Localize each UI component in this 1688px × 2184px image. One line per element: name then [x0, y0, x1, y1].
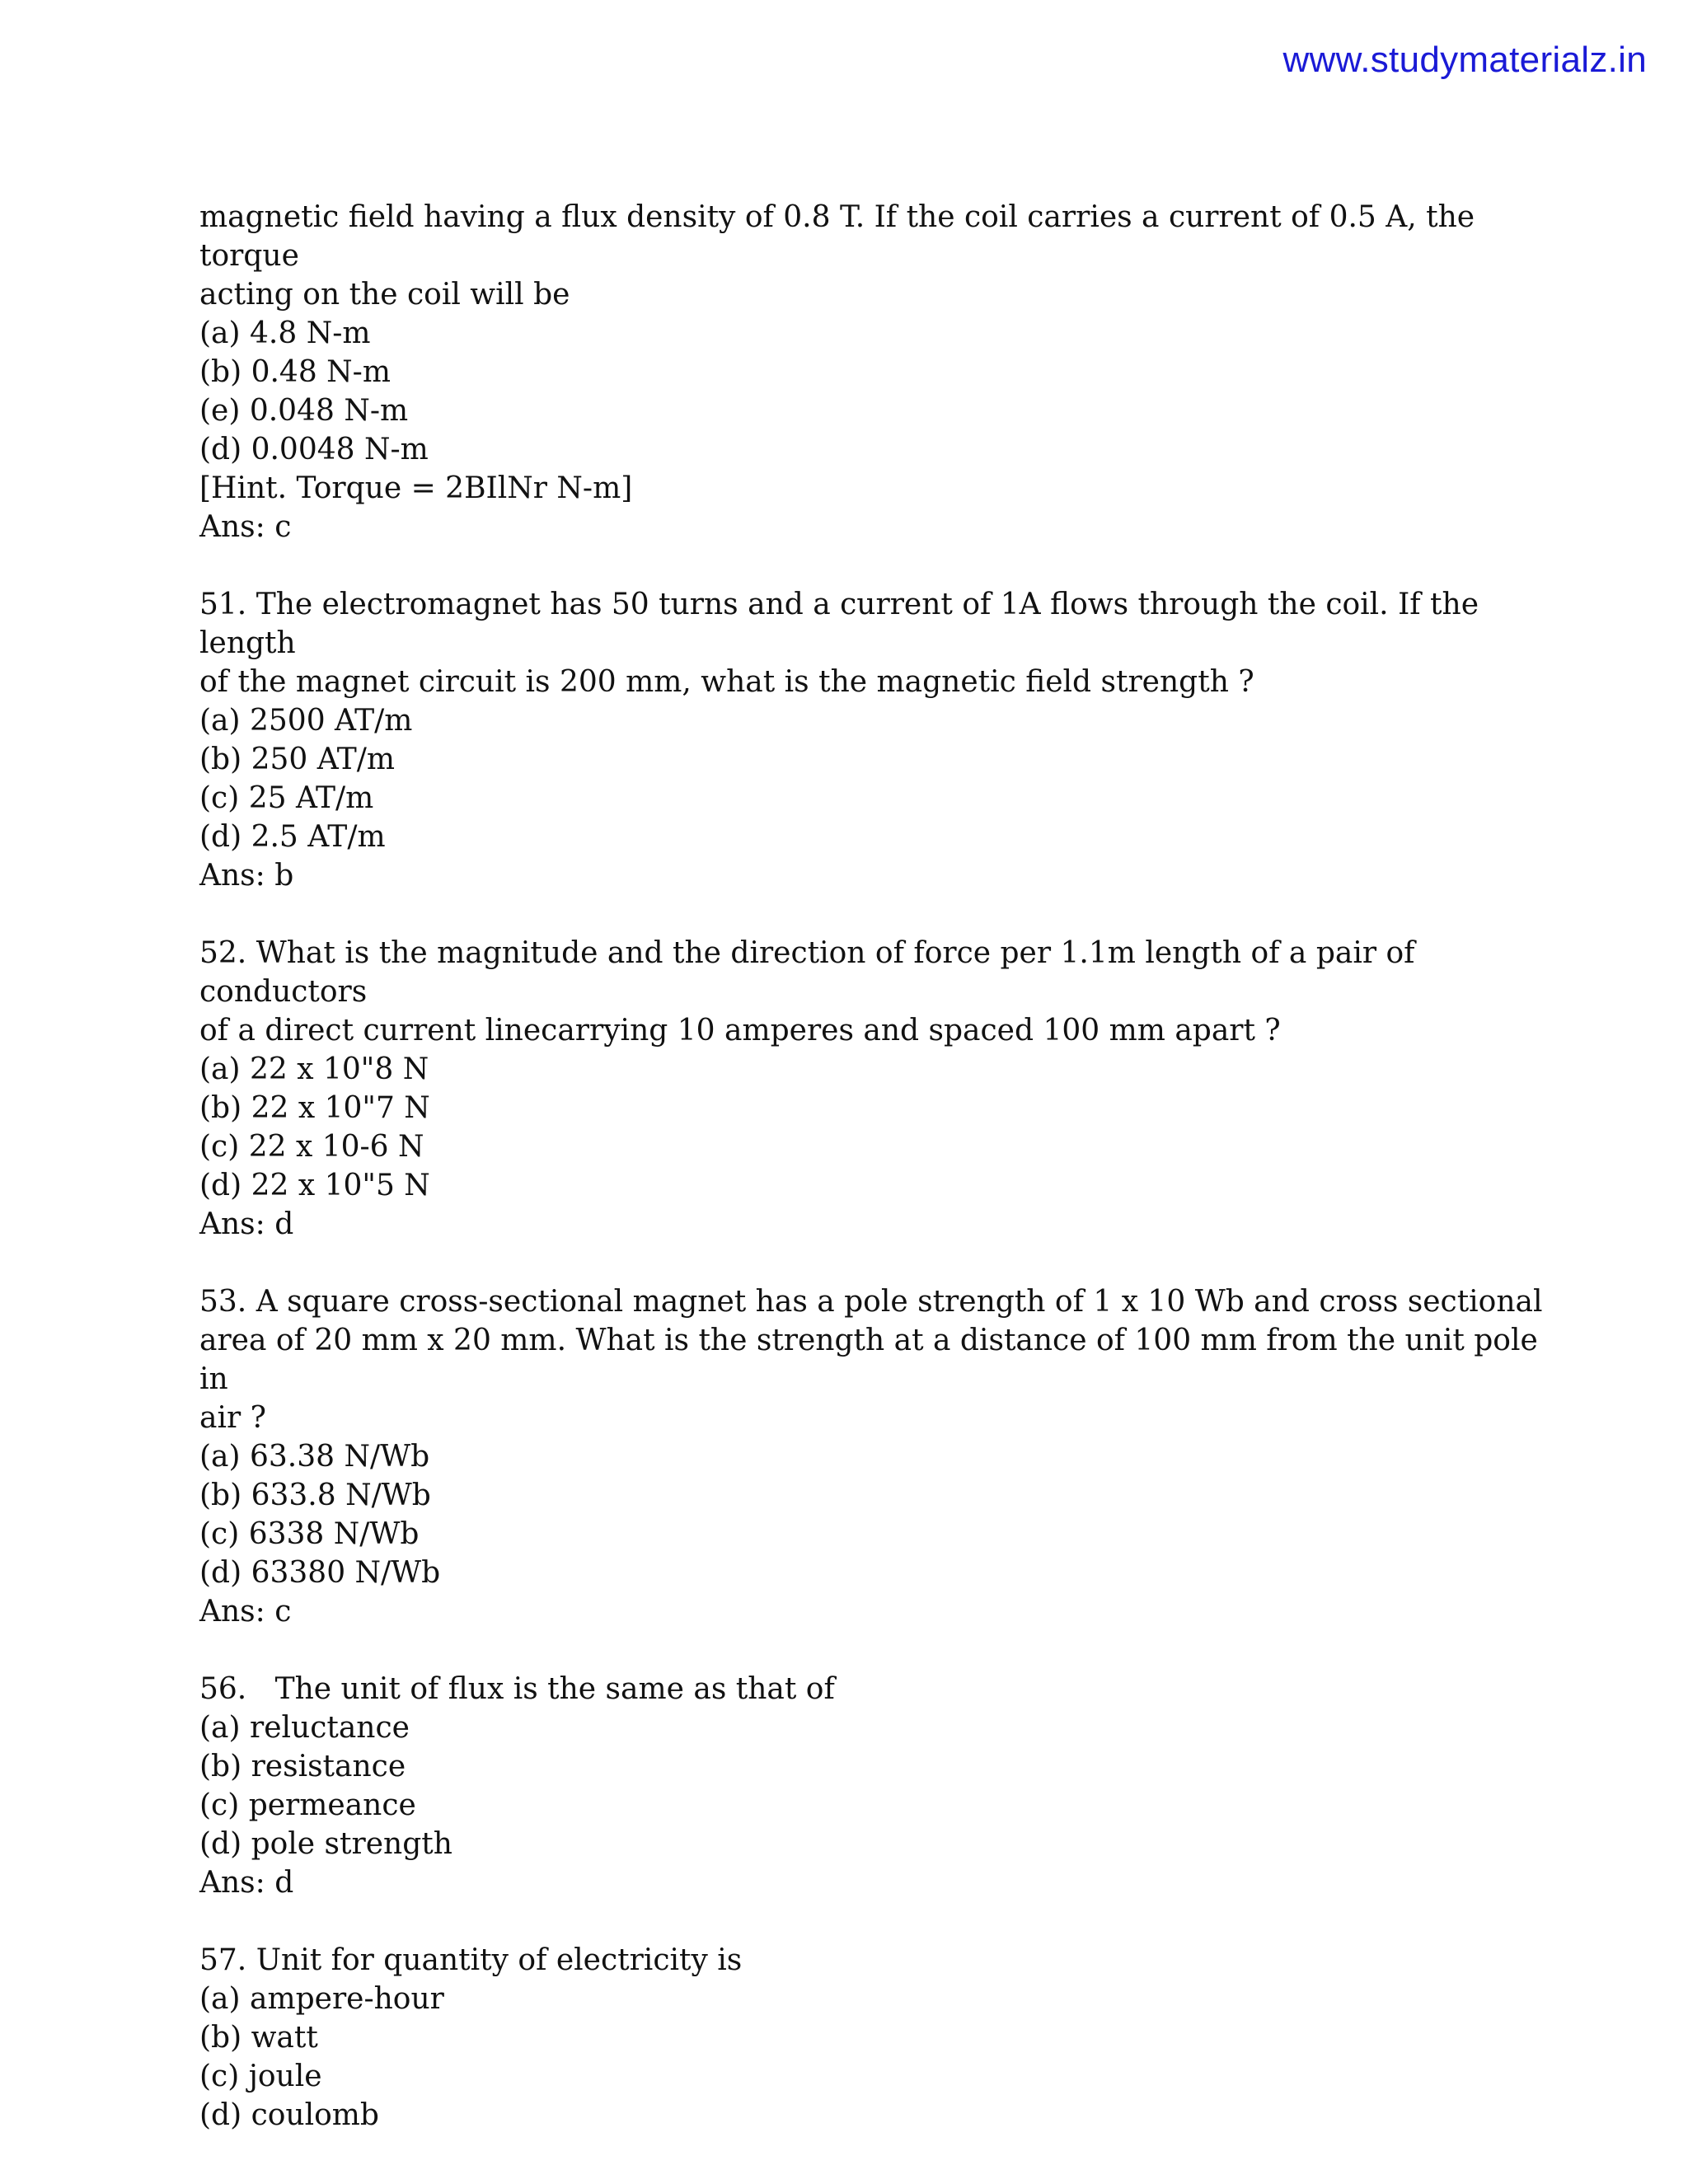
question-text-line: 57. Unit for quantity of electricity is: [199, 1943, 743, 1977]
question-block: [199, 198, 1551, 546]
answer-text: Ans: d: [199, 1207, 294, 1241]
question-text-line: 52. What is the magnitude and the direction of force per 1.1m length of a pair of conductors: [199, 936, 1424, 1009]
option-c: (c) 22 x 10-6 N: [199, 1130, 424, 1164]
question-list: [199, 198, 1551, 2173]
question-text-line: acting on the coil will be: [199, 278, 570, 312]
question-text-line: of the magnet circuit is 200 mm, what is the magnetic field strength ?: [199, 665, 1254, 699]
option-a: (a) 63.38 N/Wb: [199, 1440, 430, 1474]
option-d: (d) 63380 N/Wb: [199, 1556, 441, 1590]
option-b: (b) 22 x 10"7 N: [199, 1091, 430, 1125]
answer-text: Ans: d: [199, 1866, 294, 1900]
option-d: (d) 2.5 AT/m: [199, 820, 386, 854]
site-url-link[interactable]: www.studymaterialz.in: [1282, 40, 1647, 80]
question-text-line: 51. The electromagnet has 50 turns and a current of 1A flows through the coil. If the length: [199, 588, 1489, 660]
option-d: (d) 0.0048 N-m: [199, 433, 429, 466]
question-block: [199, 1941, 1551, 2135]
option-a: (a) 22 x 10"8 N: [199, 1052, 429, 1086]
option-b: (b) watt: [199, 2021, 318, 2055]
question-text-line: 53. A square cross-sectional magnet has a pole strength of 1 x 10 Wb and cross sectional: [199, 1285, 1543, 1319]
question-block: [199, 934, 1551, 1244]
option-c: (c) 6338 N/Wb: [199, 1517, 420, 1551]
option-a: (a) reluctance: [199, 1711, 410, 1745]
question-text-line: magnetic field having a flux density of 0.8 T. If the coil carries a current of 0.5 A, the torque: [199, 200, 1484, 273]
question-text-line: air ?: [199, 1401, 266, 1435]
answer-text: Ans: c: [199, 510, 292, 544]
option-b: (b) 633.8 N/Wb: [199, 1479, 431, 1512]
option-d: (d) coulomb: [199, 2098, 379, 2132]
question-text-line: 56. The unit of flux is the same as that of: [199, 1672, 835, 1706]
hint-text: [Hint. Torque = 2BIlNr N-m]: [199, 471, 633, 505]
answer-text: Ans: c: [199, 1595, 292, 1629]
option-a: (a) 2500 AT/m: [199, 704, 413, 738]
answer-text: Ans: b: [199, 859, 294, 893]
option-a: (a) 4.8 N-m: [199, 316, 371, 350]
question-block: [199, 585, 1551, 895]
option-d: (d) 22 x 10"5 N: [199, 1169, 430, 1202]
option-b: (b) 0.48 N-m: [199, 355, 391, 389]
option-d: (d) pole strength: [199, 1827, 452, 1861]
option-b: (b) 250 AT/m: [199, 743, 396, 776]
option-b: (b) resistance: [199, 1750, 406, 1783]
question-text-line: of a direct current linecarrying 10 amperes and spaced 100 mm apart ?: [199, 1014, 1281, 1047]
question-block: [199, 1282, 1551, 1631]
option-c: (c) 25 AT/m: [199, 781, 374, 815]
question-text-line: area of 20 mm x 20 mm. What is the strength at a distance of 100 mm from the unit pole in: [199, 1324, 1548, 1396]
option-c: (c) joule: [199, 2060, 322, 2093]
option-c: (c) permeance: [199, 1788, 416, 1822]
question-block: [199, 1670, 1551, 1902]
option-c: (e) 0.048 N-m: [199, 394, 409, 428]
option-a: (a) ampere-hour: [199, 1982, 444, 2016]
